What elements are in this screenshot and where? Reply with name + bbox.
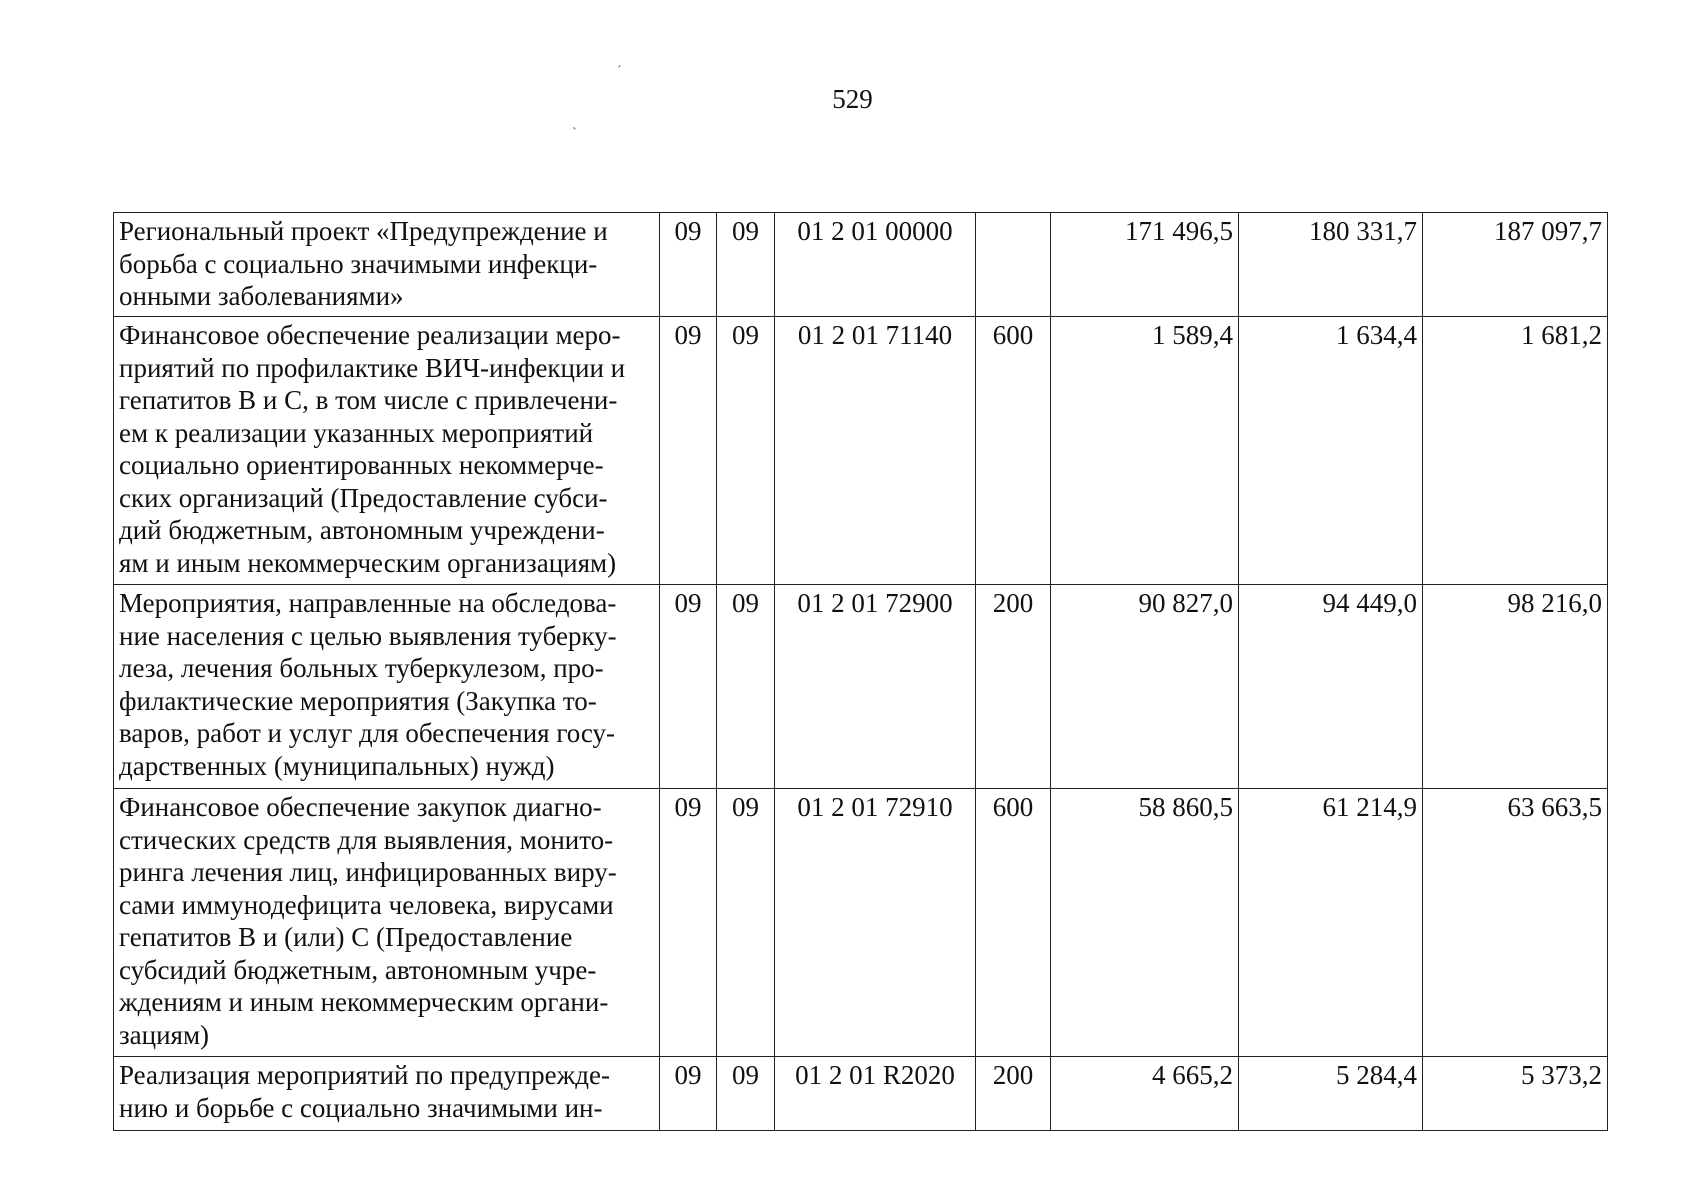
item-name-cell	[114, 1057, 660, 1131]
amount-year-1: 171 496,5	[1051, 213, 1239, 317]
item-name: Мероприятия, направленные на обследова- ние населения с целью выявления туберку- леза, лечения больных туберкулезом, про- филактические мероприятия (Закупка то- варов, работ и услуг для обеспечения госу- дарственных (муниципальных) нужд)	[119, 588, 617, 781]
amount-year-1: 1 589,4	[1051, 317, 1239, 585]
item-name: Региональный проект «Предупреждение и борьба с социально значимыми инфекци- онными заболеваниями»	[119, 216, 608, 311]
item-name: Финансовое обеспечение реализации меро- приятий по профилактике ВИЧ-инфекции и гепатитов B и C, в том числе с привлечени- ем к реализации указанных мероприятий социально ориентированных некоммерче- ских организаций (Предоставление субси- дий бюджетным, автономным учреждени- ям и иным некоммерческим организациям)	[119, 320, 626, 578]
item-name-cell	[114, 213, 660, 317]
expense-type-code: 200	[976, 585, 1051, 789]
amount-year-3: 98 216,0	[1423, 585, 1608, 789]
item-name-cell	[114, 585, 660, 789]
amount-year-1: 90 827,0	[1051, 585, 1239, 789]
target-article-code: 01 2 01 72910	[775, 789, 976, 1057]
amount-year-2: 61 214,9	[1239, 789, 1423, 1057]
budget-table	[113, 212, 1608, 1131]
item-name: Финансовое обеспечение закупок диагно- стических средств для выявления, монито- ринга лечения лиц, инфицированных виру- сами иммунодефицита человека, вирусами гепатитов B и (или) C (Предоставление субсидий бюджетным, автономным учре- ждениям и иным некоммерческим органи- зациям)	[119, 792, 617, 1050]
table-row	[114, 213, 1608, 317]
section-code: 09	[660, 789, 717, 1057]
section-code: 09	[660, 585, 717, 789]
expense-type-code: 600	[976, 789, 1051, 1057]
subsection-code: 09	[717, 317, 775, 585]
section-code: 09	[660, 1057, 717, 1131]
amount-year-2: 1 634,4	[1239, 317, 1423, 585]
amount-year-1: 58 860,5	[1051, 789, 1239, 1057]
amount-year-3: 63 663,5	[1423, 789, 1608, 1057]
table-row	[114, 585, 1608, 789]
expense-type-code: 200	[976, 1057, 1051, 1131]
table-row	[114, 789, 1608, 1057]
target-article-code: 01 2 01 72900	[775, 585, 976, 789]
scan-speck: ˊ	[617, 64, 622, 79]
table-row	[114, 1057, 1608, 1131]
subsection-code: 09	[717, 213, 775, 317]
subsection-code: 09	[717, 585, 775, 789]
target-article-code: 01 2 01 R2020	[775, 1057, 976, 1131]
amount-year-3: 187 097,7	[1423, 213, 1608, 317]
subsection-code: 09	[717, 789, 775, 1057]
target-article-code: 01 2 01 00000	[775, 213, 976, 317]
item-name: Реализация мероприятий по предупрежде- нию и борьбе с социально значимыми ин-	[119, 1060, 610, 1123]
table-row	[114, 317, 1608, 585]
target-article-code: 01 2 01 71140	[775, 317, 976, 585]
amount-year-3: 1 681,2	[1423, 317, 1608, 585]
subsection-code: 09	[717, 1057, 775, 1131]
amount-year-3: 5 373,2	[1423, 1057, 1608, 1131]
scan-speck: ˋ	[572, 126, 577, 141]
section-code: 09	[660, 213, 717, 317]
amount-year-2: 5 284,4	[1239, 1057, 1423, 1131]
item-name-cell	[114, 789, 660, 1057]
amount-year-2: 180 331,7	[1239, 213, 1423, 317]
amount-year-2: 94 449,0	[1239, 585, 1423, 789]
item-name-cell	[114, 317, 660, 585]
expense-type-code: 600	[976, 317, 1051, 585]
expense-type-code	[976, 213, 1051, 317]
section-code: 09	[660, 317, 717, 585]
page-number: 529	[832, 84, 873, 114]
amount-year-1: 4 665,2	[1051, 1057, 1239, 1131]
